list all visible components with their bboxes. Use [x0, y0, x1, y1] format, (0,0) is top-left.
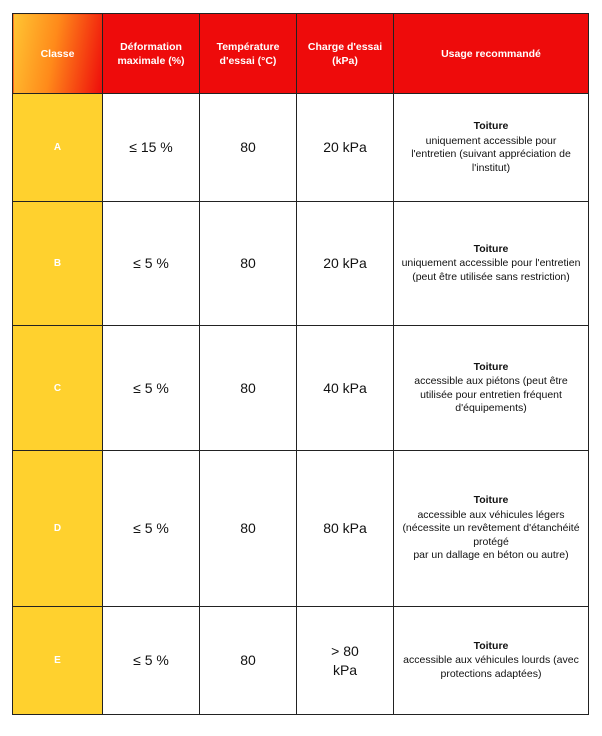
cell-usage [394, 94, 589, 202]
table-row [13, 94, 589, 202]
cell-deformation: ≤ 15 % [103, 94, 200, 202]
usage-description: uniquement accessible pour l'entretien (peut être utilisée sans restriction) [401, 257, 581, 283]
cell-usage [394, 451, 589, 607]
cell-charge: 40 kPa [297, 326, 394, 451]
cell-usage [394, 607, 589, 715]
header-usage: Usage recommandé [394, 14, 589, 94]
header-temperature: Température d'essai (°C) [200, 14, 297, 94]
cell-temperature: 80 [200, 451, 297, 607]
cell-classe: E [13, 607, 103, 715]
usage-title: Toiture [473, 639, 509, 652]
usage-description: accessible aux véhicules lourds (avec protections adaptées) [403, 654, 579, 680]
cell-charge: 20 kPa [297, 202, 394, 326]
usage-description: accessible aux piétons (peut être utilisée pour entretien fréquent d'équipements) [414, 375, 568, 414]
header-charge: Charge d'essai (kPa) [297, 14, 394, 94]
cell-deformation: ≤ 5 % [103, 326, 200, 451]
usage-title: Toiture [473, 242, 509, 255]
cell-charge: > 80 kPa [297, 607, 394, 715]
cell-classe: C [13, 326, 103, 451]
cell-deformation: ≤ 5 % [103, 451, 200, 607]
header-classe: Classe [13, 14, 103, 94]
table-row [13, 451, 589, 607]
usage-title: Toiture [473, 494, 509, 507]
cell-deformation: ≤ 5 % [103, 607, 200, 715]
cell-usage [394, 326, 589, 451]
usage-description: uniquement accessible pour l'entretien (suivant appréciation de l'institut) [411, 134, 571, 174]
table-row [13, 607, 589, 715]
cell-classe: A [13, 94, 103, 202]
cell-temperature: 80 [200, 202, 297, 326]
cell-temperature: 80 [200, 326, 297, 451]
usage-title: Toiture [473, 360, 509, 373]
usage-title: Toiture [473, 120, 509, 132]
classification-table [12, 13, 589, 715]
table-row [13, 202, 589, 326]
cell-classe: B [13, 202, 103, 326]
cell-charge: 20 kPa [297, 94, 394, 202]
cell-classe: D [13, 451, 103, 607]
header-deformation: Déformation maximale (%) [103, 14, 200, 94]
cell-usage [394, 202, 589, 326]
usage-description: accessible aux véhicules légers (nécessite un revêtement d'étanchéité protégé par un dallage en béton ou autre) [402, 508, 580, 562]
cell-temperature: 80 [200, 607, 297, 715]
cell-charge: 80 kPa [297, 451, 394, 607]
cell-temperature: 80 [200, 94, 297, 202]
cell-deformation: ≤ 5 % [103, 202, 200, 326]
header-row [13, 14, 589, 94]
table-row [13, 326, 589, 451]
